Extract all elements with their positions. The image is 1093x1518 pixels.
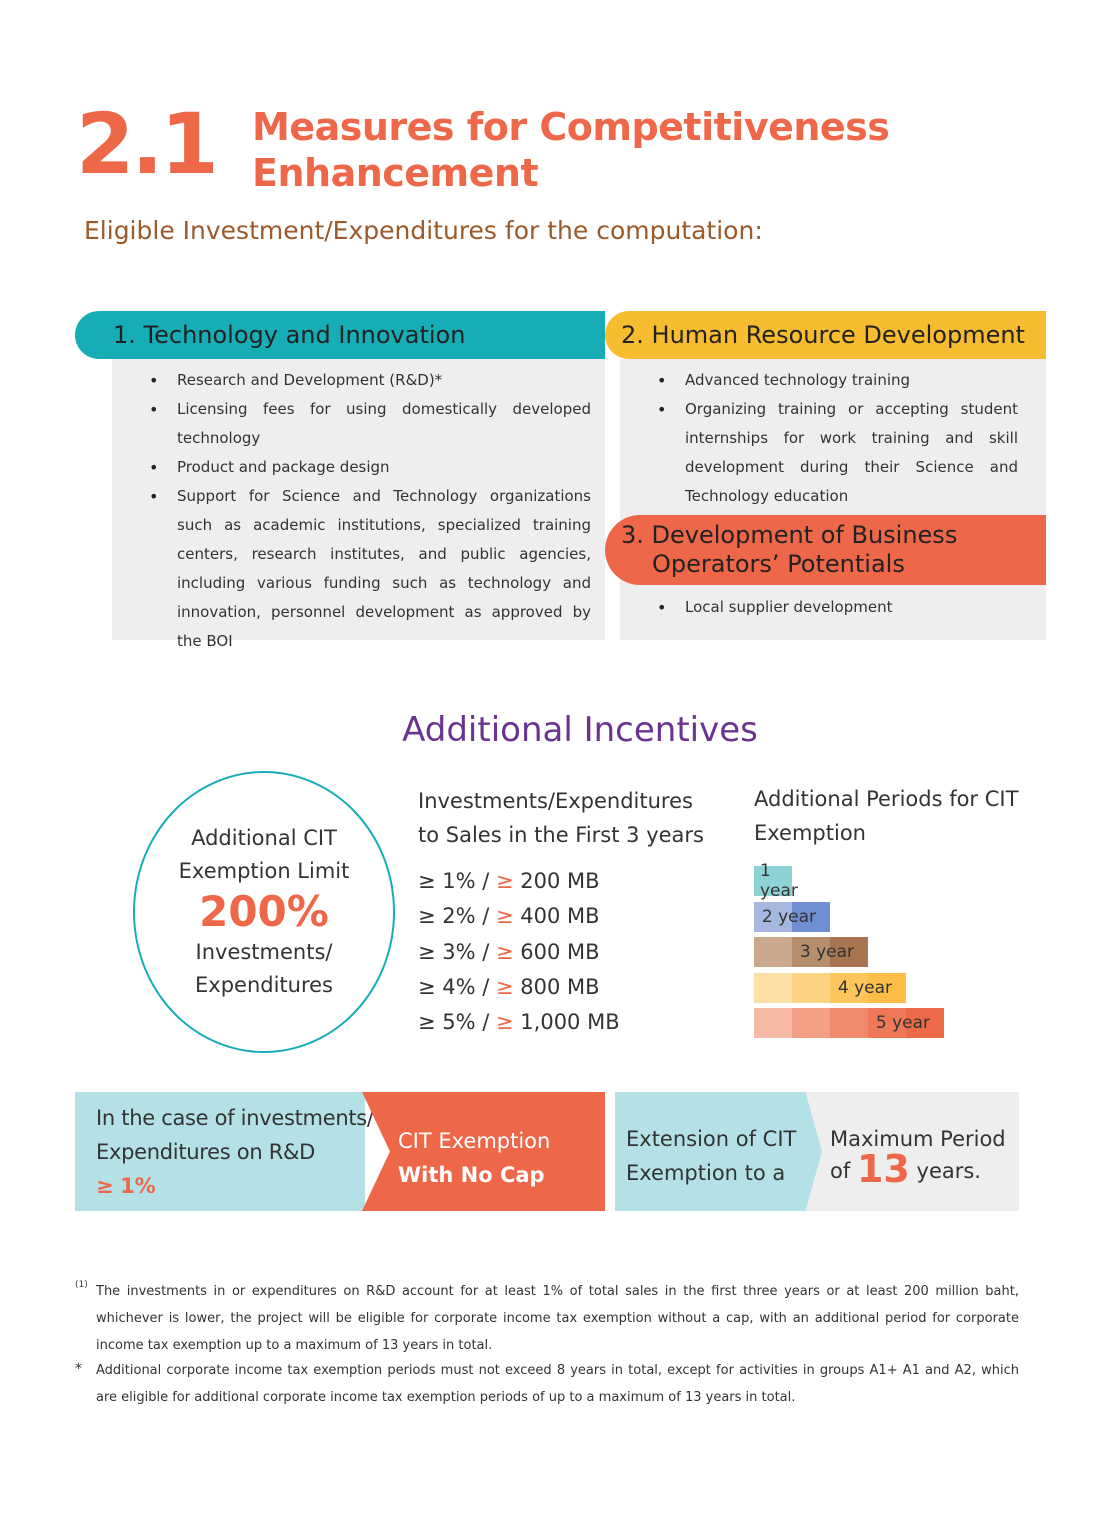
category-2-heading [605, 311, 1046, 359]
footnote-2-mark: * [75, 1361, 82, 1377]
footnote-2 [75, 1357, 1019, 1411]
period-bar-1 [754, 861, 798, 901]
category-1-heading [75, 311, 605, 359]
period-bar-2 [754, 902, 830, 932]
max-period-line1: Maximum Period [830, 1127, 1006, 1151]
category-3-heading-line2: Operators’ Potentials [652, 550, 905, 578]
investment-tiers [418, 864, 620, 1040]
footnote-1-mark: (1) [75, 1280, 88, 1290]
investments-heading [418, 784, 718, 852]
period-bar-segment [830, 1008, 868, 1038]
period-bar-segment [792, 973, 830, 1003]
period-bar-segment [754, 1008, 792, 1038]
investments-heading-line2: to Sales in the First 3 years [418, 823, 704, 847]
section-subtitle: Eligible Investment/Expenditures for the computation: [84, 216, 763, 245]
period-bar-label: 3 year [799, 942, 854, 962]
section-title-line2: Enhancement [252, 151, 539, 195]
period-bar-label: 5 year [875, 1013, 930, 1033]
tier-row: ≥ 4% / ≥ 800 MB [418, 974, 600, 999]
max-period-years: years. [916, 1159, 981, 1183]
list-item: • Advanced technology training [653, 366, 1018, 395]
circle-line4: Expenditures [195, 973, 333, 997]
list-item: • Local supplier development [653, 593, 1018, 622]
max-period-text [830, 1122, 1006, 1191]
extension-line2: Exemption to a [626, 1161, 786, 1185]
category-2-list [653, 366, 1018, 511]
category-2-heading-text: 2. Human Resource Development [621, 321, 1025, 349]
period-bar-label: 1 year [760, 861, 798, 901]
rd-case-line1: In the case of investments/ [96, 1106, 374, 1130]
category-3-heading [605, 515, 1046, 585]
rd-case-line2: Expenditures on R&D [96, 1140, 315, 1164]
no-cap-line1: CIT Exemption [398, 1129, 551, 1153]
list-item: • Support for Science and Technology organizations such as academic institutions, specialized training centers, research institutes, and public agencies, including various funding such as technology and innovation, personnel development as approved by the BOI [145, 482, 591, 656]
extension-text [626, 1122, 796, 1190]
circle-line1: Additional CIT [191, 826, 337, 850]
circle-line2: Exemption Limit [178, 859, 350, 883]
category-3-heading-line1: 3. Development of Business [621, 521, 958, 549]
periods-heading-line1: Additional Periods for CIT [754, 787, 1019, 811]
cit-limit-circle [133, 771, 395, 1053]
list-item: • Research and Development (R&D)* [145, 366, 591, 395]
max-period-number: 13 [856, 1147, 910, 1191]
period-bar-segment [754, 937, 792, 967]
rd-case-text [96, 1101, 374, 1203]
category-3-list [653, 593, 1018, 622]
footnote-2-text: Additional corporate income tax exemption periods must not exceed 8 years in total, except for activities in groups A1+ A1 and A2, which are eligible for additional corporate income tax exemption periods of up to a maximum of 13 years in total. [96, 1363, 1019, 1405]
list-item: • Licensing fees for using domestically developed technology [145, 395, 591, 453]
footnote-1 [75, 1278, 1019, 1359]
period-bar-segment [792, 1008, 830, 1038]
periods-heading-line2: Exemption [754, 821, 866, 845]
max-period-of: of [830, 1159, 851, 1183]
period-bar-segment [754, 973, 792, 1003]
category-1-list [145, 366, 591, 656]
periods-heading [754, 782, 1044, 850]
rd-case-threshold: ≥ 1% [96, 1174, 156, 1198]
circle-percentage: 200% [199, 887, 329, 936]
period-bar-label: 2 year [761, 906, 816, 927]
tier-row: ≥ 3% / ≥ 600 MB [418, 939, 600, 964]
tier-row: ≥ 1% / ≥ 200 MB [418, 869, 600, 893]
period-bar-label: 4 year [837, 977, 892, 998]
section-title-line1: Measures for Competitiveness [252, 105, 890, 149]
extension-line1: Extension of CIT [626, 1127, 797, 1151]
category-1-heading-text: 1. Technology and Innovation [113, 321, 466, 349]
additional-incentives-title: Additional Incentives [402, 710, 758, 750]
section-number: 2.1 [76, 95, 216, 193]
section-title [252, 104, 889, 196]
circle-line3: Investments/ [195, 940, 333, 964]
period-bar-3 [754, 937, 868, 967]
tier-row: ≥ 2% / ≥ 400 MB [418, 904, 600, 929]
list-item: • Product and package design [145, 453, 591, 482]
tier-row: ≥ 5% / ≥ 1,000 MB [418, 1010, 620, 1035]
period-bar-5 [754, 1008, 944, 1038]
period-bar-4 [754, 973, 906, 1003]
no-cap-line2: With No Cap [398, 1163, 545, 1187]
no-cap-text [398, 1124, 550, 1192]
list-item: • Organizing training or accepting student internships for work training and skill development during their Science and Technology education [653, 395, 1018, 511]
investments-heading-line1: Investments/Expenditures [418, 789, 693, 813]
footnote-1-text: The investments in or expenditures on R&D account for at least 1% of total sales in the first three years or at least 200 million baht, whichever is lower, the project will be eligible for corporate income tax exemption without a cap, with an additional period for corporate income tax exemption up to a maximum of 13 years in total. [96, 1284, 1019, 1353]
period-bars [754, 861, 994, 1046]
